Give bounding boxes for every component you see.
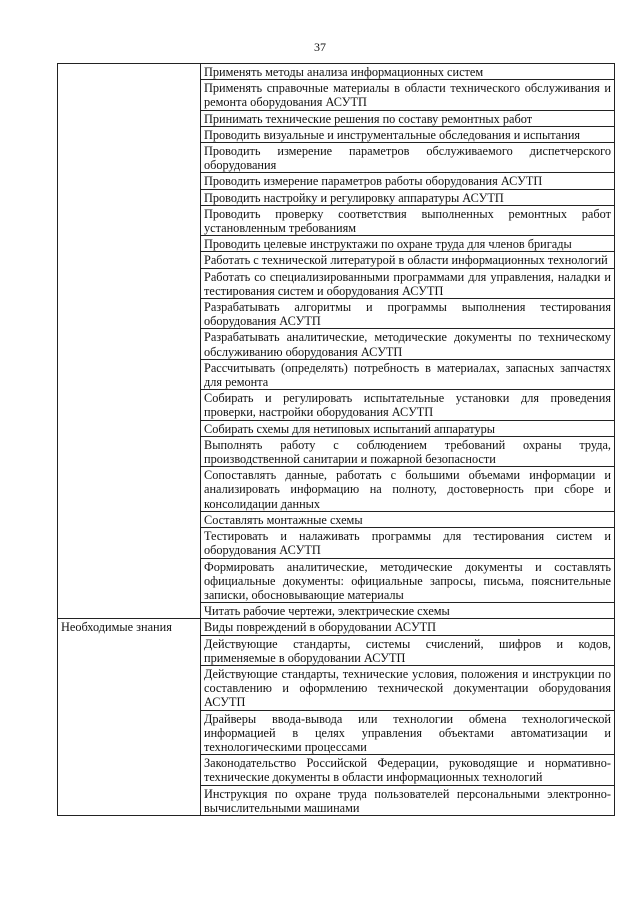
skill-item: Собирать и регулировать испытательные установки для проведения проверки, настройки оборудования АСУТП (201, 390, 615, 420)
competency-table (57, 63, 615, 816)
skill-row (58, 64, 615, 80)
knowledge-label-cell: Необходимые знания (58, 619, 201, 816)
skill-item: Тестировать и налаживать программы для тестирования систем и оборудования АСУТП (201, 528, 615, 558)
skill-item: Проводить настройку и регулировку аппаратуры АСУТП (201, 189, 615, 205)
skill-item: Составлять монтажные схемы (201, 511, 615, 527)
skill-item: Проводить измерение параметров обслуживаемого диспетчерского оборудования (201, 143, 615, 173)
skill-item: Работать с технической литературой в области информационных технологий (201, 252, 615, 268)
skill-item: Читать рабочие чертежи, электрические схемы (201, 603, 615, 619)
knowledge-item: Действующие стандарты, технические условия, положения и инструкции по составлению и оформлению технической документации оборудования АСУТП (201, 665, 615, 710)
knowledge-item: Драйверы ввода-вывода или технологии обмена технологической информацией в целях управления объектами автоматизации и технологическими процессами (201, 710, 615, 755)
skill-item: Проводить измерение параметров работы оборудования АСУТП (201, 173, 615, 189)
skill-item: Проводить целевые инструктажи по охране труда для членов бригады (201, 236, 615, 252)
page-number: 37 (314, 40, 326, 54)
skill-item: Работать со специализированными программами для управления, наладки и тестирования систем и оборудования АСУТП (201, 268, 615, 298)
knowledge-row (58, 619, 615, 635)
skill-item: Проводить визуальные и инструментальные обследования и испытания (201, 126, 615, 142)
skill-item: Сопоставлять данные, работать с большими объемами информации и анализировать информацию на полноту, достоверность при сборе и консолидации данных (201, 467, 615, 512)
skill-item: Разрабатывать аналитические, методические документы по техническому обслуживанию оборудования АСУТП (201, 329, 615, 359)
knowledge-item: Виды повреждений в оборудовании АСУТП (201, 619, 615, 635)
skill-item: Формировать аналитические, методические документы и составлять официальные документы: официальные запросы, письма, пояснительные записки, обосновывающие материалы (201, 558, 615, 603)
skill-item: Разрабатывать алгоритмы и программы выполнения тестирования оборудования АСУТП (201, 299, 615, 329)
skill-item: Собирать схемы для нетиповых испытаний аппаратуры (201, 420, 615, 436)
skill-item: Проводить проверку соответствия выполненных ремонтных работ установленным требованиям (201, 205, 615, 235)
knowledge-item: Инструкция по охране труда пользователей персональными электронно-вычислительными машинами (201, 785, 615, 815)
knowledge-item: Законодательство Российской Федерации, руководящие и нормативно-технические документы в области информационных технологий (201, 755, 615, 785)
skill-item: Применять методы анализа информационных систем (201, 64, 615, 80)
skill-item: Рассчитывать (определять) потребность в материалах, запасных запчастях для ремонта (201, 359, 615, 389)
skill-item: Принимать технические решения по составу ремонтных работ (201, 110, 615, 126)
skill-label-cell (58, 64, 201, 619)
knowledge-item: Действующие стандарты, системы счислений, шифров и кодов, применяемые в оборудовании АСУТП (201, 635, 615, 665)
skill-item: Применять справочные материалы в области технического обслуживания и ремонта оборудования АСУТП (201, 80, 615, 110)
skill-item: Выполнять работу с соблюдением требований охраны труда, производственной санитарии и пожарной безопасности (201, 436, 615, 466)
